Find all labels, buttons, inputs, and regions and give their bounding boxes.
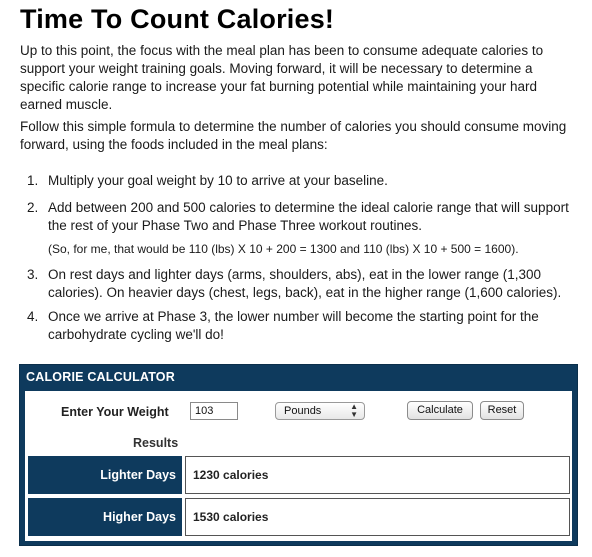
- page-title: Time To Count Calories!: [20, 4, 335, 34]
- step-text: Add between 200 and 500 calories to determine the ideal calorie range that will support the rest of your Phase Two and Phase Three workout routines.: [48, 200, 569, 233]
- result-row-lighter-days: [28, 456, 570, 494]
- formula-intro-paragraph: Follow this simple formula to determine the number of calories you should consume moving forward, using the foods included in the meal plans:: [20, 119, 567, 152]
- lighter-days-value: 1230 calories: [185, 456, 570, 494]
- unit-select[interactable]: [275, 402, 365, 420]
- step-text: Multiply your goal weight by 10 to arrive at your baseline.: [48, 173, 388, 188]
- results-label: Results: [133, 436, 179, 450]
- step-number: 4.: [27, 309, 39, 324]
- calculator-body: [25, 391, 572, 541]
- calorie-calculator: [19, 364, 578, 546]
- higher-days-label: Higher Days: [28, 498, 182, 536]
- higher-days-value: 1530 calories: [185, 498, 570, 536]
- weight-label: Enter Your Weight: [61, 405, 169, 419]
- result-row-higher-days: [28, 498, 570, 536]
- intro-paragraph: Up to this point, the focus with the meal plan has been to consume adequate calories to support your weight training goals. Moving forward, it will be necessary to determine a specific calorie range to increase your fat burning potential while maintaining your hard earned muscle.: [20, 43, 544, 112]
- chevron-up-down-icon: ▲ ▼: [350, 402, 358, 419]
- weight-input[interactable]: [190, 402, 238, 420]
- step-text: On rest days and lighter days (arms, shoulders, abs), eat in the lower range (1,300 calories). On heavier days (chest, legs, back), eat in the higher range (1,600 calories).: [48, 267, 562, 300]
- lighter-days-label: Lighter Days: [28, 456, 182, 494]
- step-number: 2.: [27, 200, 39, 215]
- step-number: 1.: [27, 173, 39, 188]
- unit-select-value: Pounds: [284, 405, 322, 417]
- step-text: Once we arrive at Phase 3, the lower number will become the starting point for the carbohydrate cycling we'll do!: [48, 309, 539, 342]
- step-note: (So, for me, that would be 110 (lbs) X 10 + 200 = 1300 and 110 (lbs) X 10 + 500 = 1600).: [48, 242, 519, 256]
- calculate-button[interactable]: Calculate: [407, 401, 473, 420]
- reset-button[interactable]: Reset: [480, 401, 524, 420]
- calculator-header: CALORIE CALCULATOR: [26, 370, 175, 384]
- step-number: 3.: [27, 267, 39, 282]
